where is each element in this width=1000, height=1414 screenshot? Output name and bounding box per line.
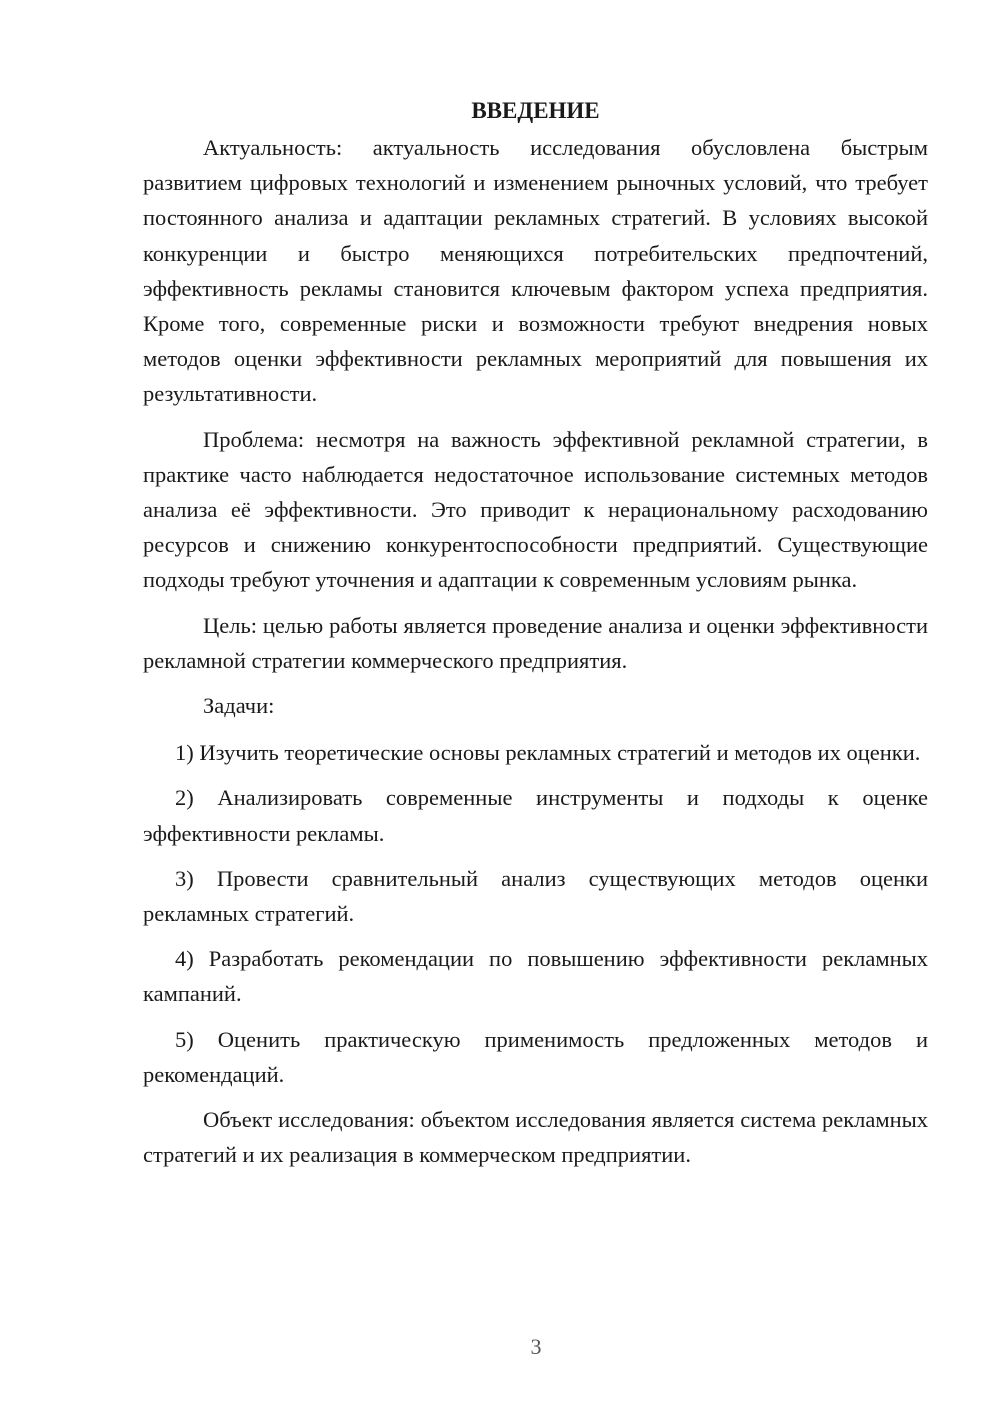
problem-paragraph: Проблема: несмотря на важность эффективной рекламной стратегии, в практике часто наблюдается недостаточное использование системных методов анализа её эффективности. Это приводит к нерациональному расходованию ресурсов и снижению конкурентоспособности предприятий. Существующие подходы требуют уточнения и адаптации к современным условиям рынка. [143,426,928,593]
task-text: Провести сравнительный анализ существующих методов оценки рекламных стратегий. [143,865,928,927]
goal-paragraph: Цель: целью работы является проведение анализа и оценки эффективности рекламной стратегии коммерческого предприятия. [143,612,928,673]
task-number: 3) [175,865,194,891]
task-item [143,735,928,770]
tasks-label: Задачи: [203,693,275,719]
object-paragraph: Объект исследования: объектом исследования является система рекламных стратегий и их реализация в коммерческом предприятии. [143,1107,928,1168]
task-number: 4) [175,946,194,972]
task-number: 2) [175,785,194,811]
task-item [143,1022,928,1092]
task-text: Анализировать современные инструменты и подходы к оценке эффективности рекламы. [143,785,928,846]
task-item [143,861,928,931]
task-text: Разработать рекомендации по повышению эффективности рекламных кампаний. [143,946,928,1007]
task-number: 1) [175,740,194,766]
task-item [143,941,928,1011]
task-item [143,780,928,850]
page-title: ВВЕДЕНИЕ [471,98,600,123]
relevance-paragraph: Актуальность: актуальность исследования обусловлена быстрым развитием цифровых технологий и изменением рыночных условий, что требует постоянного анализа и адаптации рекламных стратегий. В условиях высокой конкуренции и быстро меняющихся потребительских предпочтений, эффективность рекламы становится ключевым фактором успеха предприятия. Кроме того, современные риски и возможности требуют внедрения новых методов оценки эффективности рекламных мероприятий для повышения их результативности. [143,135,928,407]
task-text: Оценить практическую применимость предложенных методов и рекомендаций. [143,1026,928,1087]
page-number: 3 [530,1334,542,1359]
document-page [143,96,928,1182]
task-text: Изучить теоретические основы рекламных стратегий и методов их оценки. [199,740,921,766]
task-number: 5) [175,1026,194,1052]
